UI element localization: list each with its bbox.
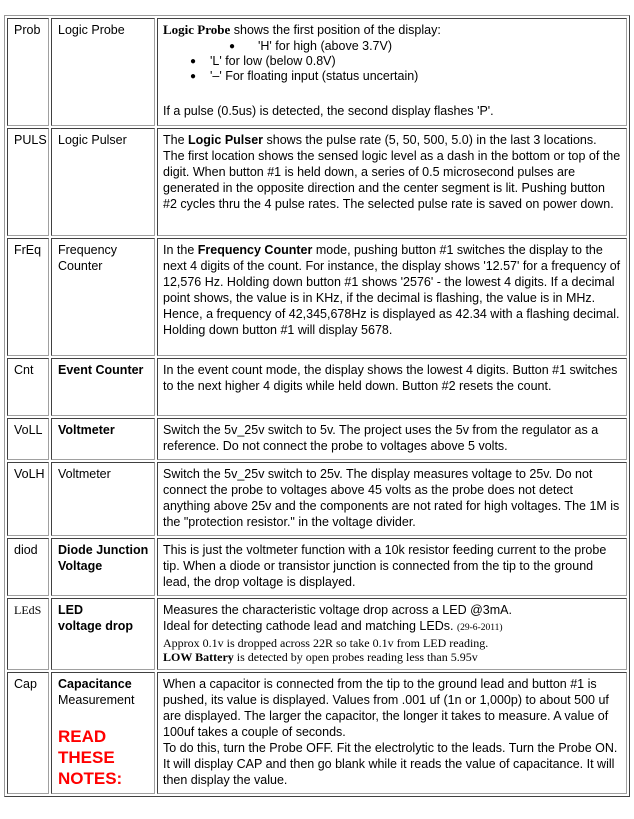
mode-table — [4, 15, 630, 797]
mode-description: Switch the 5v_25v switch to 5v. The project uses the 5v from the regulator as a reference. Do not connect the probe to voltages above 5 volts. — [157, 418, 627, 460]
table-row — [7, 418, 627, 460]
read-notes-warning: READ THESE NOTES: — [58, 727, 123, 788]
mode-description: In the Frequency Counter mode, pushing button #1 switches the display to the next 4 digits of the count. For instance, the display shows '12.57' for a frequency of 12,576 Hz. Holding down button #1 shows '2576' - the lowest 4 digits. If a decimal point shows, the value is in KHz, if the decimal is flashing, the value is in MHz. Hence, a frequency of 42,345,678Hz is displayed as 42.34 with a flashing decimal. Holding down button #1 will display 5678. — [157, 238, 627, 356]
mode-description: When a capacitor is connected from the tip to the ground lead and button #1 is pushed, its value is displayed. Values from .001 uf (1n or 1,000p) to about 500 uf are displayed. The larger the capacitor, the longer it takes to measure. A value of 100uf takes a couple of seconds. To do this, turn the Probe OFF. Fit the electrolytic to the leads. Turn the Probe ON. It will display CAP and then go blank while it reads the value of capacitance. It will then display the value. — [157, 672, 627, 794]
mode-code: Prob — [7, 18, 49, 126]
table-row — [7, 128, 627, 236]
list-item: ● '–' For floating input (status uncertain) — [190, 69, 419, 83]
mode-code: Cap — [7, 672, 49, 794]
list-item: ● 'L' for low (below 0.8V) — [190, 54, 336, 68]
mode-code: VoLH — [7, 462, 49, 536]
mode-table-container — [4, 15, 630, 797]
mode-code: Cnt — [7, 358, 49, 416]
list-item: ● 'H' for high (above 3.7V) — [229, 39, 393, 53]
mode-code: FrEq — [7, 238, 49, 356]
table-row — [7, 238, 627, 356]
mode-name: Voltmeter — [51, 462, 155, 536]
mode-code: PULS — [7, 128, 49, 236]
table-row — [7, 538, 627, 596]
table-row — [7, 18, 627, 126]
mode-description — [157, 18, 627, 126]
mode-description: Measures the characteristic voltage drop across a LED @3mA. Ideal for detecting cathode lead and matching LEDs. (29-6-2011) Approx 0.1v is dropped across 22R so take 0.1v from LED reading. LOW Battery is detected by open probes reading less than 5.95v — [157, 598, 627, 670]
mode-description: In the event count mode, the display shows the lowest 4 digits. Button #1 switches to the next higher 4 digits while held down. Button #2 resets the count. — [157, 358, 627, 416]
desc-bold: Logic Pulser — [188, 133, 264, 147]
table-row — [7, 358, 627, 416]
table-row — [7, 462, 627, 536]
mode-code: VoLL — [7, 418, 49, 460]
desc-bold: LOW Battery — [163, 650, 234, 664]
mode-description: The Logic Pulser shows the pulse rate (5, 50, 500, 5.0) in the last 3 locations. The first location shows the sensed logic level as a dash in the bottom or top of the digit. When button #1 is held down, a series of 0.5 microsecond pulses are generated in the opposite direction and the center segment is lit. Pushing button #2 cycles thru the 4 pulse rates. The selected pulse rate is saved on power down. — [157, 128, 627, 236]
mode-name: LED voltage drop — [51, 598, 155, 670]
mode-name: Logic Pulser — [51, 128, 155, 236]
date-note: (29-6-2011) — [456, 623, 503, 633]
desc-text: shows the first position of the display: — [230, 23, 441, 37]
table-row — [7, 672, 627, 794]
mode-name: Diode Junction Voltage — [51, 538, 155, 596]
desc-bold: Frequency Counter — [197, 243, 313, 257]
mode-code: diod — [7, 538, 49, 596]
mode-name: Logic Probe — [51, 18, 155, 126]
desc-text: If a pulse (0.5us) is detected, the second display flashes 'P'. — [163, 104, 494, 118]
mode-description: This is just the voltmeter function with a 10k resistor feeding current to the probe tip. When a diode or transistor junction is connected from the tip to the ground lead, the drop voltage is displayed. — [157, 538, 627, 596]
desc-bold: Logic Probe — [163, 22, 231, 37]
mode-name: Frequency Counter — [51, 238, 155, 356]
table-row — [7, 598, 627, 670]
level-list — [163, 39, 621, 84]
mode-name: Capacitance Measurement READ THESE NOTES: — [51, 672, 155, 794]
mode-name: Voltmeter — [51, 418, 155, 460]
mode-description: Switch the 5v_25v switch to 25v. The display measures voltage to 25v. Do not connect the probe to voltages above 45 volts as the probe does not detect anything above 25v and the components are not rated for high voltages. The 1M is the "protection resistor." in the voltage divider. — [157, 462, 627, 536]
mode-name: Event Counter — [51, 358, 155, 416]
mode-code: LEdS — [7, 598, 49, 670]
